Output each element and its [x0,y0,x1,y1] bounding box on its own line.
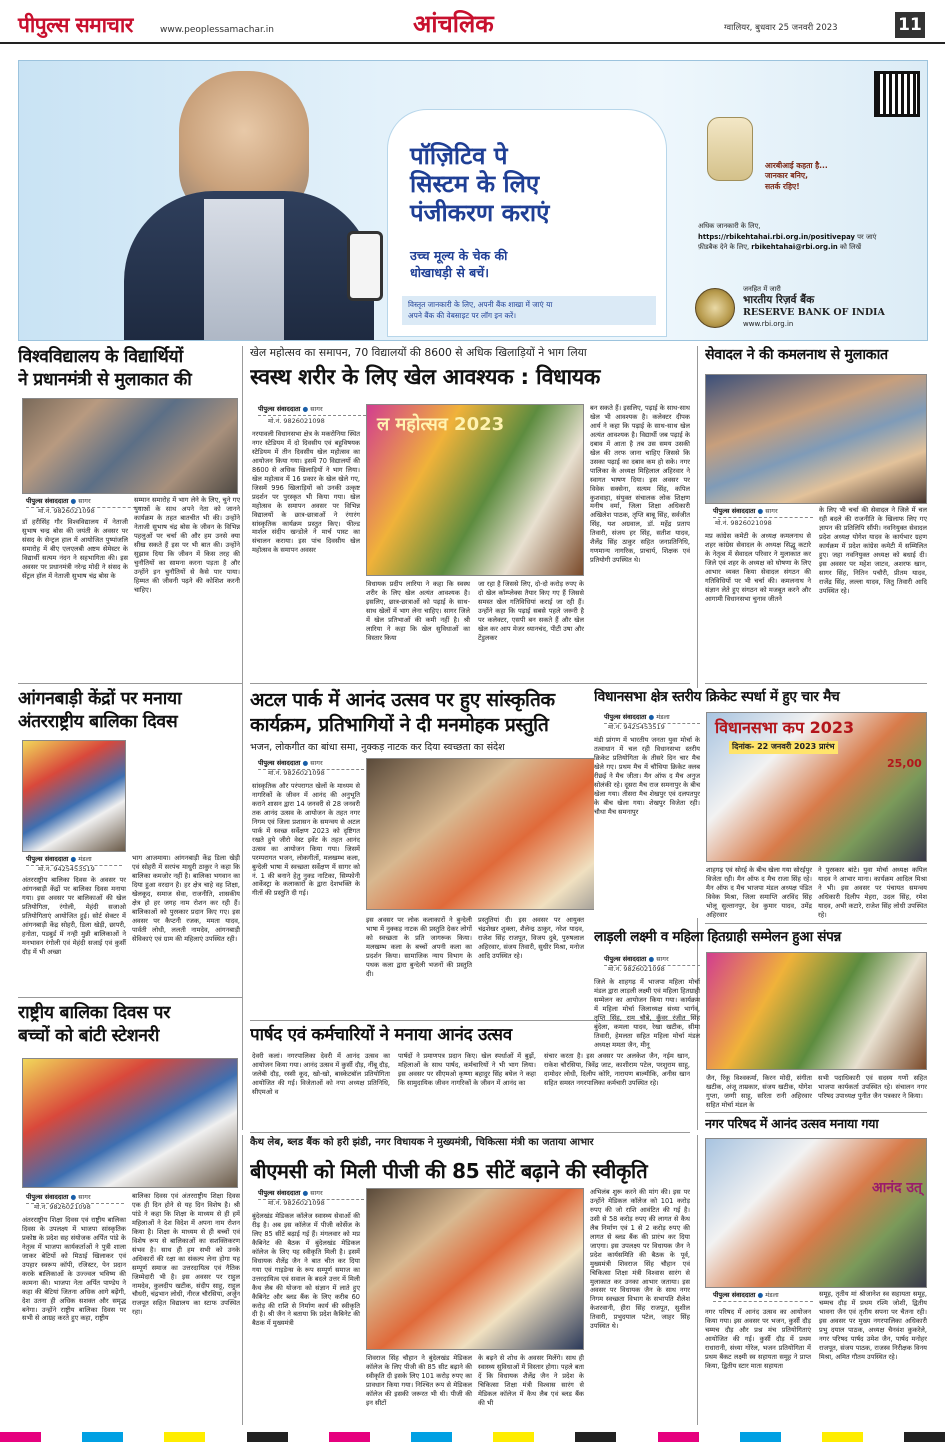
dateline: ग्वालियर, बुधवार 25 जनवरी 2023 [724,23,838,33]
photo-sports [366,404,584,576]
mobile-sports: मो.नं. 9826021098 [268,417,325,425]
photo-sevadal [705,374,927,504]
story-bmc [250,1136,690,1426]
mobile-cricket: मो.नं. 9425453519 [608,723,665,731]
photo-anganwadi [22,740,126,852]
headline-bmc: बीएमसी को मिली पीजी की 85 सीटें बढ़ाने की स्वीकृति [250,1159,648,1183]
ad-headline-panel [387,109,667,337]
byline-sevadal: पीपुल्स संवाददाता ● सागर [713,506,813,518]
ad-headline: पॉज़िटिव पे सिस्टम के लिए पंजीकरण कराएं [410,142,550,227]
section-title: आंचलिक [413,10,494,38]
byline-sports: पीपुल्स संवाददाता ● सागर [258,404,366,416]
byline-anganwadi: पीपुल्स संवाददाता ● मंडला [26,854,122,866]
body-sports-3: जा रहा है जिससे लिए, दो-दो करोड़ रुपए के दो खेल कॉम्प्लेक्स तैयार किए गए हैं जिससे समस्त खेल गतिविधियां कराई जा रही हैं। उन्होंने कहा कि पढ़ाई सबसे पहले जरूरी है पर कलेक्टर, एसपी बन सकते हैं और खेल खेल कर आप मेजर ध्यानचंद, पीटी उषा और टेंडुलकर [478,580,584,642]
print-registration-bar [0,1432,945,1442]
qr-code-icon[interactable] [874,71,920,117]
byline-stationery: पीपुल्स संवाददाता ● सागर [26,1192,124,1204]
masthead [0,0,945,44]
brand-logo: पीपुल्स समाचार [18,13,133,37]
phone-icon [347,231,383,301]
mobile-anganwadi: मो.नं. 9425453519 [38,865,95,873]
byline-nagar: पीपुल्स संवाददाता ● मंडला [713,1290,813,1302]
body-nagar-2: समूह, तृतीय मां श्रीजानेश स्व सहायता समूह, चम्मच दौड़ में प्रथम रश्मि जोशी, द्वितीय भावना जैन एवं तृतीय सपना पर चैतना रही। इस अवसर पर मुख्य नगरपालिका अधिकारी प्रभु दयाल पाठक, अध्यक्ष चैनवंश कुकरेले, नगर परिषद पार्षद उमेश जैन, पार्षद मनोहर राजपूत, संजय पाठक, राजस्व निरीक्षक विनय मिश्रा, अमित गौतम उपस्थित रहे। [819,1290,927,1361]
body-parshad-3: संचार करता है। इस अवसर पर अलकेश जैन, नईम खान, राकेश चौरसिया, त्रिवेंद्र जाट, काशीराम पटेल, परशुराम साहू, दामोदर लोधी, दिलीप कोरि, नारायण बाल्मीकि, अनीस खान सहित समस्त नगरपालिका कर्मचारी उपस्थित रहे। [544,1052,690,1087]
photo-laadli [706,952,927,1070]
body-nagar-1: नगर परिषद में आनंद उत्सव का आयोजन किया गया। इस अवसर पर भजन, कुर्सी दौड़ चम्मच दौड़ और प्रश्न मंच प्रतियोगिताएं आयोजित की गई। कुर्सी दौड़ में प्रथम राधारानी, संध्या गोरेल, भजन प्रतियोगिता में प्रथम बैंकट लक्ष्मी स्व सहायता समूह ने प्राप्त किया, द्वितीय स्टार माता सहायता [705,1308,811,1370]
cricket-prize-text: 25,00 [887,757,922,770]
byline-laadli: पीपुल्स संवाददाता ● सागर [604,954,700,966]
mobile-bmc: मो.नं. 9826021098 [268,1199,325,1207]
positive-pay-link[interactable]: https://rbikehtahai.rbi.org.in/positivepay [698,232,855,241]
headline-sports: स्वस्थ शरीर के लिए खेल आवश्यक : विधायक [250,365,601,390]
body-laadli-1: जिले के शाहगढ़ में भाजपा महिला मोर्चा मंडल द्वारा लाड़ली लक्ष्मी एवं महिला हितग्राही सम्मेलन का आयोजन किया गया। कार्यक्रम में महिला मोर्चा जिलाध्यक्ष संध्या भार्गव, तृप्ति सिंह, राम चौबे, कुँवर रंजीत सिंह बुंदेला, कमला यादव, रेखा खटीक, सीमा तिवारी, हेमलता सहित महिला मोर्चा मंडल अध्यक्ष ममता जैन, मीनू [594,978,700,1049]
photo-nagar [705,1138,927,1288]
body-bmc-3: के बढ़ने से शोध के अवसर मिलेंगे। साथ ही स्वास्थ्य सुविधाओं में विस्तार होगा। पहले बता दें कि विधायक शैलेंद्र जैन ने प्रदेश के चिकित्सा शिक्षा मंत्री विश्वास सारंग से मेडिकल कॉलेज में कैथ लैब एवं ब्लड बैंक की भी [478,1354,584,1407]
body-parshad-1: देवरी कलां। नगरपालिका देवरी में आनंद उत्सव का आयोजन किया गया। आनंद उत्सव में कुर्सी दौड़, नींबू दौड़, जलेबी दौड़, रस्सी कूद, खो-खो, बास्केटबॉल प्रतियोगिता आयोजित की गई। विजेताओं को नपा अध्यक्ष प्रतिनिधि, सीएमओ व [252,1052,390,1096]
byline-atal: पीपुल्स संवाददाता ● सागर [258,758,364,770]
headline-cricket: विधानसभा क्षेत्र स्तरीय क्रिकेट स्पर्धा में हुए चार मैच [594,689,840,705]
headline-atal: अटल पार्क में आनंद उत्सव पर हुए सांस्कृतिक कार्यक्रम, प्रतिभागियों ने दी मनमोहक प्रस्तुति [250,689,555,737]
body-anganwadi-1: अंतरराष्ट्रीय बालिका दिवस के अवसर पर आंगनबाड़ी केंद्रों पर बालिका दिवस मनाया गया। इस अवसर पर बालिकाओं की खेल प्रतियोगिता, रंगोली, मेहंदी सजाओ प्रतियोगिताएं आयोजित हुई। सोर्ट सेक्टर में आंगनबाड़ी केंद्र सोहरी, डिला खेड़ी, छापरी, हनोता, पडबुर्ड में नन्ही मुन्नी बालिकाओं ने मनभावन रंगोली एवं मेहंदी सजाई एवं कुर्सी दौड़ में भी अच्छा [22,876,126,956]
headline-sevadal: सेवादल ने की कमलनाथ से मुलाकात [705,347,888,363]
body-atal-3: प्रस्तुतियां दी। इस अवसर पर आयुक्त चंद्रशेखर शुक्ला, शैलेन्द्र ठाकुर, नरेश यादव, राजेश सिंह राजपूत, विजय दुबे, पुरुषलाल अहिरवार, संजय तिवारी, सुधीर मिश्रा, मनोज आदि उपस्थित रहे। [478,916,584,960]
body-cricket-1: मंडी प्रांगण में भारतीय जनता युवा मोर्चा के तत्वाधान में चल रही विधानसभा स्तरीय क्रिकेट प्रतियोगिता के तीसरे दिन चार मैच खेले गए। प्रथम मैच में चौथिया क्रिकेट क्लब रीछई ने मैच जीता। मैन ऑफ द मैच अनुज सोलंकी रहे। दूसरा मैच राज समनापुर के बीच खेला गया। तीसरा मैच शेखपुर एवं दलपतपुर के बीच खेला गया। शेखपुर विजेता रही। चौथा मैच समनापुर [594,736,700,816]
photo-cricket [706,712,927,862]
page-number: 11 [895,12,925,38]
body-sports-1: नरयावली विधानसभा क्षेत्र के मकरोनिया स्थित नगर स्टेडियम में दो दिवसीय एवं बहुविषयक स्टेडियम में तीन दिवसीय खेल महोत्सव का आयोजन किया गया। इसमें 70 विद्यालयों की 8600 से अधिक खिलाड़ियों ने भाग लिया। खेल महोत्सव में 16 प्रकार के खेल खेले गए, जिसमें 996 खिलाड़ियों को उनकी उत्कृष्ट प्रदर्शन पर पुरस्कृत भी किया गया। खेल महोत्सव के समापन अवसर पर विभिन्न विद्यालयों के छात्र-छात्राओं ने रंगारंग सांस्कृतिक कार्यक्रम प्रस्तुत किए। फील्ड मार्शल संदीप खन्डोले ने मार्च पास्ट का संचालन कराया। इस पांच दिवसीय खेल महोत्सव के समापन अवसर [252,430,360,555]
story-sevadal [705,346,927,680]
mobile-sevadal: मो.नं. 9826021098 [715,519,772,527]
body-cricket-2: शाहगढ़ एवं सोरई के बीच खेला गया सोरईपुर विजेता रही। मैन ऑफ द मैच राजा सिंह रहे। मैन ऑफ द मैच भाजपा मंडल अध्यक्ष पंडित विवेक मिश्रा, जिला समाप्ति अरविंद सिंह भोलू सुल्तानपुर, देव कुमार यादव, उमेंद्र अहिरवार [706,866,812,918]
ambassador-photo [109,71,399,341]
feedback-email-link[interactable]: rbikehtahai@rbi.org.in [751,243,838,252]
body-sevadal-1: मप्र कांग्रेस कमेटी के अध्यक्ष कमलनाथ से शहर कांग्रेस सेवादल के अध्यक्ष सिद्धू कटारे के नेतृत्व में सेवादल परिवार ने मुलाकात कर जिले एवं शहर के अध्यक्ष को घोषणा के लिए आभार व्यक्त किया सेवादल संगठन की गतिविधियों पर भी चर्चा की। कमलनाथ ने संज्ञान लेते हुए संगठन को मजबूत करने और आगामी विधानसभा चुनाव जीतने [705,532,811,603]
body-sevadal-2: के लिए भी चर्चा की सेवादल ने जिले में चल रही बदले की राजनीति के खिलाफ लिए गए ज्ञापन की प्रतिलिपि सौंपी। नवनियुक्त सेवादल प्रदेश अध्यक्ष योगेश यादव के कार्यभार ग्रहण कार्यक्रम में प्रदेश कांग्रेस कमेटी में सम्मिलित हुए। जहा नवनियुक्त अध्यक्ष को बधाई दी। इस अवसर पर महेश जाटव, अशरफ खान, सागर सिंह, नितिन पचौरी, प्रीतम यादव, राजेंद्र सिंह, लल्ला यादव, जितु तिवारी आदि उपस्थित रहे। [819,506,927,595]
headline-stationery: राष्ट्रीय बालिका दिवस पर बच्चों को बांटी स्टेशनरी [18,1003,171,1046]
rbi-seal-icon [695,288,735,328]
story-anganwadi [18,688,240,992]
headline-anganwadi: आंगनबाड़ी केंद्रों पर मनाया अंतरराष्ट्रीय बालिका दिवस [18,689,182,732]
story-students [18,346,240,678]
body-bmc-1: बुंदेलखंड मेडिकल कॉलेज स्वास्थ्य सेवाओं की रीढ़ है। अब इस कॉलेज में पीजी कोर्सेज के लिए 85 सीटें बढ़ाई गई हैं। मंगलवार को मप्र कैबिनेट की बैठक में बुंदेलखंड मेडिकल कॉलेज के लिए यह स्वीकृति मिली है। इसमें विधायक शैलेंद्र जैन ने बात चीत कर दिया गया एवं गाइडेन्स के रूप सम्पूर्ण समाज का उत्तरदायित्व एवं सवाल के बदले उत्तर में मिली कैथ लैब की योजना को संज्ञान में लाते हुए कैबिनेट और ब्लड बैंक के लिए करीब 60 करोड़ की राशि से निर्माण कार्य की स्वीकृति दी है। श्री जैन ने बताया कि प्रदेश कैबिनेट की बैठक में मुख्यमंत्री [252,1212,360,1328]
body-bmc-2: शिवराज सिंह चौहान ने बुंदेलखंड मेडिकल कॉलेज के लिए पीजी की 85 सीट बढ़ाने की स्वीकृति दी इसके लिए 101 करोड़ रुपए का प्रावधान किया गया। निश्चित रूप से मेडिकल कॉलेज की इसकी जरूरत भी थी। पीजी की इन सीटों [366,1354,472,1407]
cricket-date-text: दिनांक- 22 जनवरी 2023 प्रारंभ [729,741,838,754]
body-stationery-2: बालिका दिवस एवं अंतरराष्ट्रीय शिक्षा दिवस एक ही दिन होने से यह दिन विशेष है। श्री पांडे ने कहा कि शिक्षा के माध्यम से ही हमें महिलाओं ने देश विदेश में अपना नाम रोशन किया है। शिक्षा के माध्यम से ही बच्चों एवं विशेष रूप से बालिकाओं का सशक्तिकरण संभव है। साथ ही हम सभी को उनके अधिकारों की रक्षा का संकल्प लेना होगा यह सम्पूर्ण समाज का उत्तरदायित्व एवं नैतिक जिम्मेदारी भी है। इस अवसर पर राहुल नामदेव, कुलदीप खटीक, संदीप साहू, राहुल चौधरी, चंद्रभान लोधी, नीरज चौरसिया, अर्जुन राजपूत सहित विद्यालय का स्टाफ उपस्थित रहा। [132,1192,240,1317]
body-atal-2: इस अवसर पर लोक कलाकारों ने बुन्देली भाषा में नुक्कड़ नाटक की प्रस्तुति देकर लोगों को स्वच्छता के प्रति जागरूक किया। मलखम्भ कला के बच्चों अपनी कला का प्रदर्शन किया। सामाजिक न्याय विभाग के पथक कला द्वारा बुन्देली भजनों की प्रस्तुति दी। [366,916,472,978]
body-bmc-4: अभिलंब शुरू करने की मांग की। इस पर उन्होंने मेडिकल कॉलेज को 101 करोड़ रुपए की जो राशि आवंटित की गई है। उसी से 58 करोड़ रुपए की लागत से कैथ लैब निर्माण एवं 1 से 2 करोड़ रुपए की लागत से ब्लड बैंक की प्रारंभ कर दिया जाएगा। इस उपलक्ष्य पर विधायक जैन ने प्रदेश कार्यसमिति की बैठक के पूर्व, मुख्यमंत्री शिवराज सिंह चौहान एवं चिकित्सा शिक्षा मंत्री विश्वास सारंग से मुलाकात कर उनका आभार जताया। इस अवसर पर विधायक जैन के साथ नगर निगम स्वच्छता विभाग के सभापति शैलेश केशरवानी, हीरा सिंह राजपूत, सुशील तिवारी, प्रभुदयाल पटेल, जाहर सिंह उपस्थित थे। [590,1188,690,1331]
site-url[interactable]: www.peoplessamachar.in [160,25,274,35]
deck-atal: भजन, लोकगीत का बांधा समा, नुक्कड़ नाटक कर दिया स्वच्छता का संदेश [250,742,505,753]
speech-bubble: आरबीआई कहता है... जानकार बनिए, सतर्क रहिए! [765,161,828,191]
mobile-laadli: मो.नं. 9826021098 [608,965,665,973]
sports-banner-text: ल महोत्सव 2023 [377,414,505,435]
body-students-2: सम्मान समारोह में भाग लेने के लिए, चुने गए युवाओं के साथ अपने नेता को जानने कार्यक्रम के तहत बातचीत भी की। उन्होंने नेताजी सुभाष चंद्र बोस के जीवन के विभिन्न पहलुओं पर चर्चा की और हम उनसे क्या सीख सकते हैं इस पर भी बात की। उन्होंने सुझाव दिया कि जीवन में किस तरह की चुनौतियों का सामना करना पड़ता है और उन्होंने इन चुनौतियों से कैसे पार पाया। हिम्मत की जीवनी पढ़ने की कोशिश करनी चाहिए। [134,496,240,594]
rbi-brand: जनहित में जारी भारतीय रिज़र्व बैंक RESERVE BANK OF INDIA www.rbi.org.in [743,285,923,329]
body-laadli-2: जैन, रिंकू विश्वकर्मा, किरन मोदी, संगीता खटीक, अंजू ताम्रकार, संजय खटीक, योगेश गुप्ता, जग्गी साहू, सरिता रानी अहिरवार सहित मोर्चा मंडल के [706,1074,812,1108]
mobile-students: मो.नं. 9826021098 [38,507,95,515]
photo-bmc [366,1188,584,1350]
body-students: डॉ हरीसिंह गौर विश्वविद्यालय में नेताजी सुभाष चन्द्र बोस की जयंती के अवसर पर संसद के सेन्ट्रल हाल में आयोजित पुष्पांजलि समारोह में बीए एलएलबी अष्टम सेमेस्टर के विद्यार्थी सत्यम नंदन ने सहभागिता की। इस अवसर पर प्रधानमंत्री नरेन्द्र मोदी ने संसद के सेंट्रल हॉल में नेताजी सुभाष चंद्र बोस के [22,518,128,580]
story-nagar [705,1116,927,1426]
body-anganwadi-2: भाग आजमाया। आंगनबाड़ी केंद्र डिला खेड़ी एवं सोहरी में सरपंच माधुरी ठाकुर ने कहा कि बालिका कमजोर नहीं है। बालिका भगवान का दिया हुआ वरदान है। हर क्षेत्र चाहे वह शिक्षा, खेलकूद, समाज सेवा, राजनीति, शासकीय क्षेत्र हो हर जगह नाम रोशन कर रही हैं। बालिकाओं को पुरस्कार प्रदान किए गए। इस अवसर पर कैप्टनी रजक, ममता यादव, पार्वती लोधी, ललती नामदेव, आंगनबाड़ी सेविकाएं एवं ग्राम की महिलाएं उपस्थित रही। [132,854,240,943]
byline-cricket: पीपुल्स संवाददाता ● मंडला [604,712,700,724]
headline-nagar: नगर परिषद में आनंद उत्सव मनाया गया [705,1116,879,1131]
body-laadli-3: सभी पदाधिकारी एवं सदस्य गणों सहित भाजपा कार्यकर्ता उपस्थित रहे। संचालन नगर परिषद उपाध्यक्ष पुनीत जैन पत्रकार ने किया। [818,1074,927,1100]
kicker-sports: खेल महोत्सव का समापन, 70 विद्यालयों की 8600 से अधिक खिलाड़ियों ने भाग लिया [250,346,587,359]
ad-details: विस्तृत जानकारी के लिए, अपनी बैंक शाखा में जाएं या अपने बैंक की वेबसाइट पर लॉग इन करें। [402,296,656,325]
mobile-atal: मो.नं. 9826021098 [268,769,325,777]
byline-bmc: पीपुल्स संवाददाता ● सागर [258,1188,364,1200]
kicker-bmc: कैथ लेब, ब्लड बैंक को हरी झंडी, नगर विधायक ने मुख्यमंत्री, चिकित्सा मंत्री का जताया आभार [250,1137,594,1148]
story-sports [250,346,690,680]
story-cricket [594,688,927,918]
byline-students: पीपुल्स संवाददाता ● सागर [26,496,146,508]
ad-info: अधिक जानकारी के लिए, https://rbikehtahai.rbi.org.in/positivepay पर जाएं फ़ीडबैक देने के लिए, rbikehtahai@rbi.org.in को लिखें [698,222,877,252]
mobile-stationery: मो.नं. 9826021098 [34,1203,91,1211]
body-stationery-1: अंतरराष्ट्रीय शिक्षा दिवस एवं राष्ट्रीय बालिका दिवस के उपलक्ष्य में भाजपा सांस्कृतिक प्रकोष्ठ के प्रदेश सह संयोजक अर्पित पांडे के नेतृत्व में भाजपा कार्यकर्ताओं ने पुत्री शाला जाकर बेटियों को मिठाई खिलाकर एवं उपहार स्वरूप कॉपी, रजिस्टर, पेन प्रदान करके बालिकाओं के उज्ज्वल भविष्य की कामना की। भाजपा नेता अर्पित पाण्डेय ने कहा की बेटियां जितना अधिक आगे बढ़ेंगी, देश उतना ही अधिक सशक्त और समृद्ध बनेगा। उन्होंने राष्ट्रीय बालिका दिवस पर सभी से आग्रह करते हुए कहा, राष्ट्रीय [22,1216,126,1323]
rbi-website-link[interactable]: www.rbi.org.in [743,319,794,328]
body-parshad-2: पार्षदों ने प्रमाणपत्र प्रदान किए। खेल स्पर्धाओं में बुढ़ों, महिलाओं के साथ पार्षद, कर्मचारियों ने भी भाग लिया। इस अवसर पर सीएमओ कृष्णा बहादुर सिंह बघेल ने कहा कि सामुदायिक जीवन नागरिकों के जीवन में आनंद का [398,1052,536,1087]
photo-stationery [22,1058,238,1188]
body-sports-4: बन सकते हैं। इसलिए, पढ़ाई के साथ-साथ खेल भी आवश्यक है। कलेक्टर दीपक आर्य ने कहा कि पढ़ाई के साथ-साथ खेल अत्यंत आवश्यक है। विद्यार्थी जब पढ़ाई के दबाव में आता है तब उस समय उसकी खेल की तरफ जाना चाहिए जिससे कि उसका पढ़ाई का दबाव कम हो सके। नगर पालिका के अध्यक्ष मिहिलाल अहिरवार ने स्वागत भाषण दिया। इस अवसर पर विवेक सक्सेना, सत्यम सिंह, कपिल कुशवाहा, संयुक्त संचालक लोक शिक्षण मनीष वर्मा, जिला शिक्षा अधिकारी अखिलेश पाठक, तृप्ति बाबू सिंह, सर्वजीत सिंह, यश अग्रवाल, डॉ. महेंद्र प्रताप तिवारी, संजय हर सिंह, सतीश यादव, शैलेंद्र सिंह ठाकुर सहित जनप्रतिनिधि, गणमान्य नागरिक, प्राचार्य, शिक्षक एवं प्रतियोगी उपस्थित थे। [590,404,690,565]
nagar-banner-text: आनंद उत् [872,1180,923,1196]
cricket-banner-text: विधानसभा कप 2023 [715,718,855,737]
story-parshad [250,1024,690,1128]
body-sports-2: विधायक प्रदीप लारिया ने कहा कि स्वस्थ शरीर के लिए खेल अत्यंत आवश्यक है। इसलिए, छात्र-छात्राओं को पढ़ाई के साथ-साथ खेलों में भाग लेना चाहिए। सागर जिले में खेल प्रतिभाओं की कमी नहीं है। श्री लारिया ने कहा कि खेल सुविधाओं का विस्तार किया [366,580,470,642]
story-stationery [18,1002,240,1426]
body-cricket-3: ने पुरस्कार बांटे। युवा मोर्चा अध्यक्ष कपिल यादव ने आभार माना। कार्यक्रम आदिल मिश्रा ने भी। इस अवसर पर पंचायत समन्वय अधिकारी दिलीप मेहरा, उदल सिंह, रमेश यादव, अभी कटारे, राजेश सिंह लोधी उपस्थित रहे। [818,866,927,918]
headline-laadli: लाड़ली लक्ष्मी व महिला हितग्राही सम्मेलन हुआ संपन्न [594,929,841,945]
ad-subline: उच्च मूल्य के चेक की धोखाधड़ी से बचें। [410,248,508,280]
photo-students [22,398,238,494]
headline-students: विश्वविद्यालय के विद्यार्थियों ने प्रधानमंत्री से मुलाकात की [18,347,192,390]
body-atal-1: सांस्कृतिक और परंपरागत खेलों के माध्यम से नागरिकों के जीवन में आनंद की अनुभूति कराने शासन द्वारा 14 जनवरी से 28 जनवरी तक आनंद उत्सव के आयोजन के तहत नगर निगम एवं जिला प्रशासन के समन्वय से अटल पार्क में स्वच्छ सर्वेक्षण 2023 को दृष्टिगत रखते हुये जीरो वेस्ट इवेंट के तहत आनंद उत्सव का आयोजन किया गया। जिसमें परम्परागत भजन, लोकगीतों, मलखम्भ कला, बुन्देली भाषा में स्वच्छता सर्वेक्षण में सागर को नं. 1 की बनाने हेतु नुक्ड नाटिका, सिम्फोनी आर्केस्ट्रा के कलाकारों के द्वारा देशभक्ति के गीतों की प्रस्तुति दी गई। [252,782,360,898]
mascot-icon [707,117,753,181]
rbi-advertisement[interactable] [18,60,928,341]
headline-parshad: पार्षद एवं कर्मचारियों ने मनाया आनंद उत्सव [250,1025,512,1045]
